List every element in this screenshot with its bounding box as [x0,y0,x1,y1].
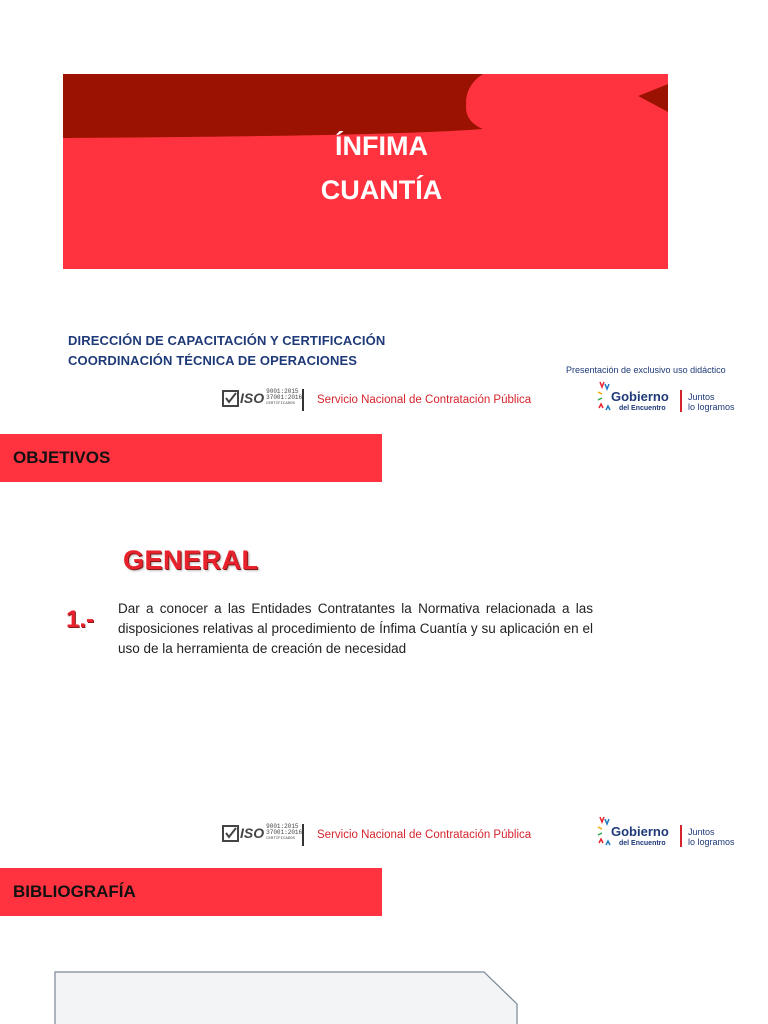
section-bibliografia [0,868,382,916]
iso-logo: ISO 9001:2015 37001:2016 CERTIFICADOS [222,389,296,407]
divider [680,825,682,847]
iso-logo: ISO 9001:2015 37001:2016 CERTIFICADOS [222,824,296,842]
banner-decoration [63,74,668,269]
sercop-name: Servicio Nacional de Contratación Pública [317,829,532,841]
usage-note: Presentación de exclusivo uso didáctico [566,365,726,375]
logo-row [222,380,752,420]
document-card [54,971,524,1024]
section-title: OBJETIVOS [13,448,111,467]
slogan: Juntos lo logramos [688,392,735,412]
checkbox-icon [222,825,239,842]
divider [680,390,682,412]
banner-title-line2: CUANTÍA [320,175,443,205]
title-banner [63,74,668,269]
divider [302,824,304,846]
objective-number: 1.- [66,606,95,633]
gobierno-logo: Gobierno del Encuentro [611,824,669,847]
section-objetivos [0,434,382,482]
coordination-name: COORDINACIÓN TÉCNICA DE OPERACIONES [68,353,358,368]
checkbox-icon [222,390,239,407]
divider [302,389,304,411]
section-title: BIBLIOGRAFÍA [13,882,136,901]
logo-row [222,815,752,855]
banner-title-line1: ÍNFIMA [335,131,428,161]
department-name: DIRECCIÓN DE CAPACITACIÓN Y CERTIFICACIÓN [68,333,386,348]
slogan: Juntos lo logramos [688,827,735,847]
gobierno-logo: Gobierno del Encuentro [611,389,669,412]
objective-heading: GENERAL [123,545,259,575]
objective-text: Dar a conocer a las Entidades Contratantes la Normativa relacionada a las disposiciones relativas al procedimiento de Ínfima Cuantía y su aplicación en el uso de la herramienta de creación de necesidad [118,601,593,656]
sercop-name: Servicio Nacional de Contratación Pública [317,394,532,406]
